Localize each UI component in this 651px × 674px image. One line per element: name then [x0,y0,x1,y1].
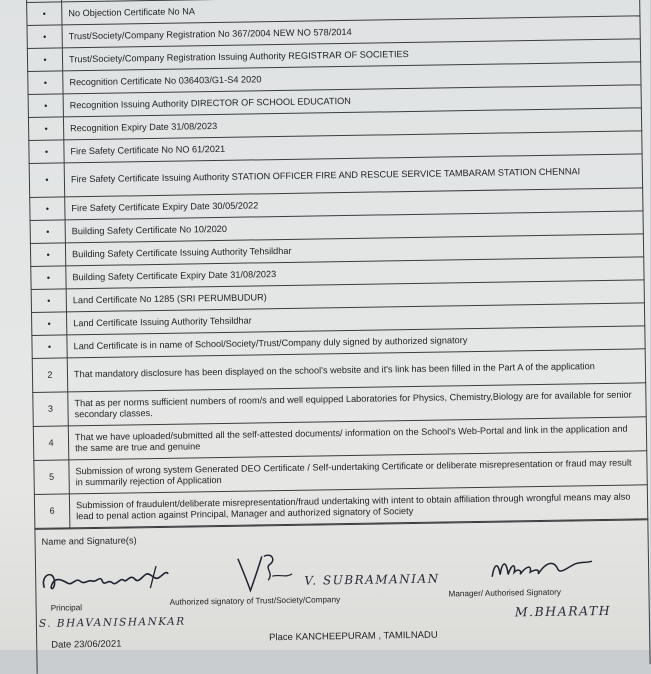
certificate-table [26,0,648,529]
row-number: • [28,117,63,141]
row-number: • [27,2,62,26]
row-number: 3 [33,392,69,427]
row-number: • [32,335,67,359]
row-text: That we have uploaded/submitted all the self-attested documents/ information on the School's Web-Portal and link in the application and the same are true and genuine [68,417,646,460]
row-text: Recognition Expiry Date 31/08/2023 [63,108,641,140]
row-number: 6 [34,494,70,529]
row-number: • [30,220,65,244]
row-text: Building Safety Certificate Expiry Date 31/08/2023 [66,257,644,289]
row-text: Land Certificate Issuing Authority Tehsildhar [66,303,644,335]
row-number: • [29,140,64,164]
manager-name-handwritten: M.BHARATH [514,602,612,620]
row-text: Submission of fraudulent/deliberate misrepresentation/fraud undertaking with intent to obtain affiliation through wrongful means may also lead to penal action against Principal, Manager and authorized signatory of Society [69,485,647,528]
row-text: Fire Safety Certificate Issuing Authority STATION OFFICER FIRE AND RESCUE SERVICE TAMBARAM STATION CHENNAI [64,154,642,197]
row-number: • [32,312,67,336]
authorized-label: Authorized signatory of Trust/Society/Company [169,595,341,607]
row-number: 2 [32,358,68,393]
row-text: Trust/Society/Company Registration No 367/2004 NEW NO 578/2014 [62,16,640,48]
authorized-name-handwritten: V. SUBRAMANIAN [304,571,440,588]
row-number: 4 [33,426,69,461]
row-text: That as per norms sufficient numbers of room/s and well equipped Laboratories for Physics, Chemistry,Biology are for available for senior secondary classes. [68,383,646,426]
row-text: Submission of wrong system Generated DEO Certificate / Self-undertaking Certificate or deliberate misrepresentation or fraud may result in summarily rejection of Application [69,451,647,494]
row-text: No Objection Certificate No NA [62,0,640,25]
date-field: Date 23/06/2021 [51,638,122,651]
row-number: • [30,243,65,267]
row-number: • [28,71,63,95]
row-text: Land Certificate No 1285 (SRI PERUMBUDUR) [66,280,644,312]
row-number: • [28,94,63,118]
row-text: Land Certificate is in name of School/Society/Trust/Company duly signed by authorized signatory [67,326,645,358]
row-number: • [27,25,62,49]
authorized-signature [232,550,313,595]
row-number: • [31,266,66,290]
manager-signature [488,551,608,583]
row-number: • [29,163,65,198]
row-text: That mandatory disclosure has been displayed on the school's website and it's link has been filled in the Part A of the application [67,349,645,392]
row-text: Recognition Issuing Authority DIRECTOR OF SCHOOL EDUCATION [63,85,641,117]
manager-label: Manager/ Authorised Signatory [448,587,561,599]
row-text: Building Safety Certificate Issuing Authority Tehsildhar [65,234,643,266]
row-number: • [27,48,62,72]
row-text: Recognition Certificate No 036403/G1-S4 2020 [63,62,641,94]
row-number: • [30,197,65,221]
place-field: Place KANCHEEPURAM , TAMILNADU [269,629,438,644]
names-heading: Name and Signature(s) [35,520,648,554]
principal-name-handwritten: S. BHAVANISHANKAR [38,615,186,630]
row-text: Trust/Society/Company Registration Issuing Authority REGISTRAR OF SOCIETIES [62,39,640,71]
principal-signature [38,560,179,598]
row-text: Fire Safety Certificate No NO 61/2021 [64,131,642,163]
principal-label: Principal [50,603,83,613]
row-text: Building Safety Certificate No 10/2020 [65,211,643,243]
row-text: Fire Safety Certificate Expiry Date 30/05/2022 [65,188,643,220]
row-number: • [31,289,66,313]
row-number: 5 [34,460,70,495]
undertaking-sheet [26,0,651,674]
signature-area [35,544,651,674]
